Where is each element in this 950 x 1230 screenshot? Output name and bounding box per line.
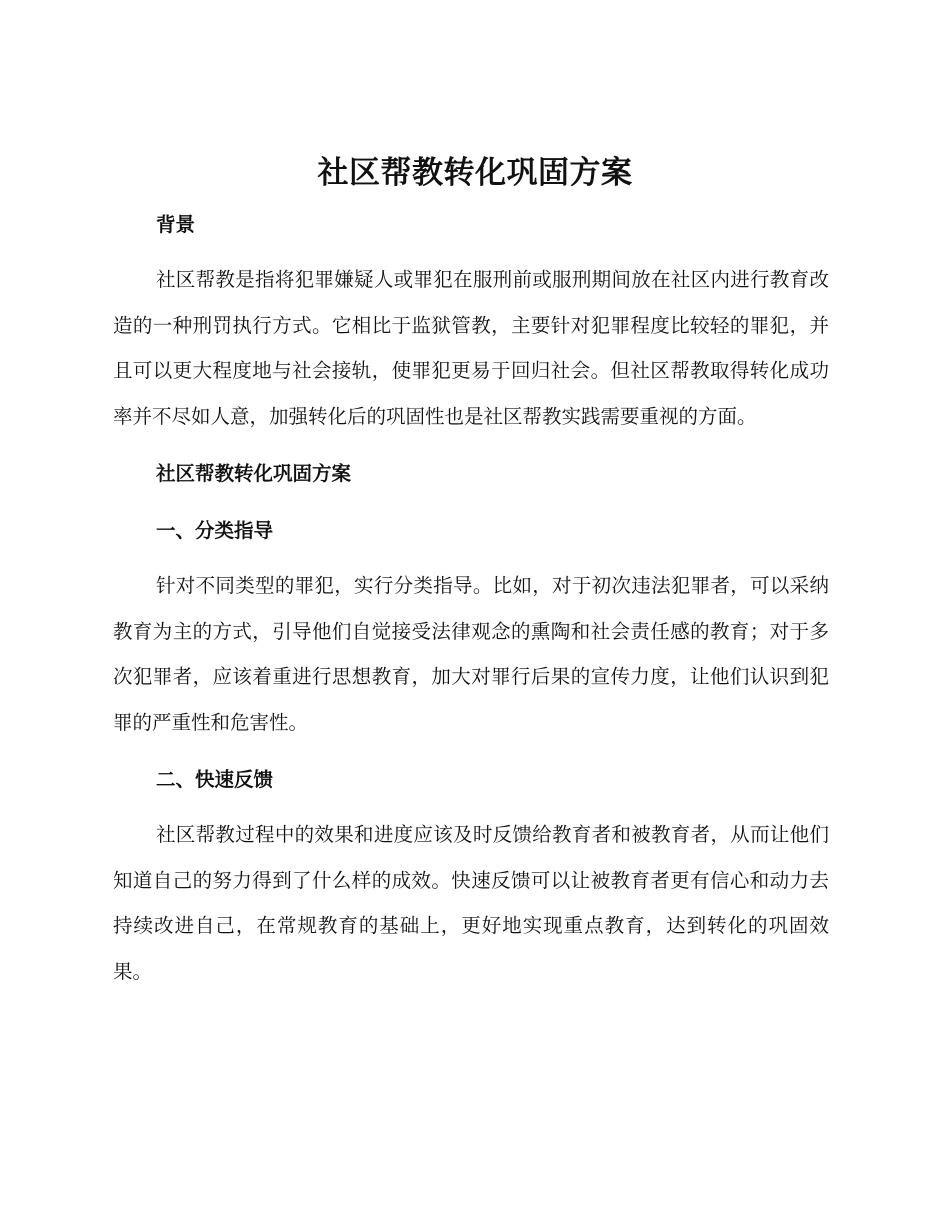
paragraph-background: 社区帮教是指将犯罪嫌疑人或罪犯在服刑前或服刑期间放在社区内进行教育改造的一种刑罚执行方式。它相比于监狱管教，主要针对犯罪程度比较轻的罪犯，并且可以更大程度地与社会接轨，使罪犯更易于回归社会。但社区帮教取得转化成功率并不尽如人意，加强转化后的巩固性也是社区帮教实践需要重视的方面。 [113, 268, 829, 428]
section-heading-classified-guidance: 一、分类指导 [156, 519, 274, 542]
paragraph-fast-feedback: 社区帮教过程中的效果和进度应该及时反馈给教育者和被教育者，从而让他们知道自己的努力得到了什么样的成效。快速反馈可以让被教育者更有信心和动力去持续改进自己，在常规教育的基础上，更好地实现重点教育，达到转化的巩固效果。 [113, 823, 829, 983]
document-title: 社区帮教转化巩固方案 [317, 155, 633, 191]
paragraph-classified-guidance: 针对不同类型的罪犯，实行分类指导。比如，对于初次违法犯罪者，可以采纳教育为主的方式，引导他们自觉接受法律观念的熏陶和社会责任感的教育；对于多次犯罪者，应该着重进行思想教育，加大对罪行后果的宣传力度，让他们认识到犯罪的严重性和危害性。 [113, 574, 829, 734]
section-heading-plan: 社区帮教转化巩固方案 [156, 462, 352, 485]
document-body [113, 202, 829, 994]
section-heading-fast-feedback: 二、快速反馈 [156, 768, 274, 791]
section-heading-background: 背景 [156, 213, 196, 236]
